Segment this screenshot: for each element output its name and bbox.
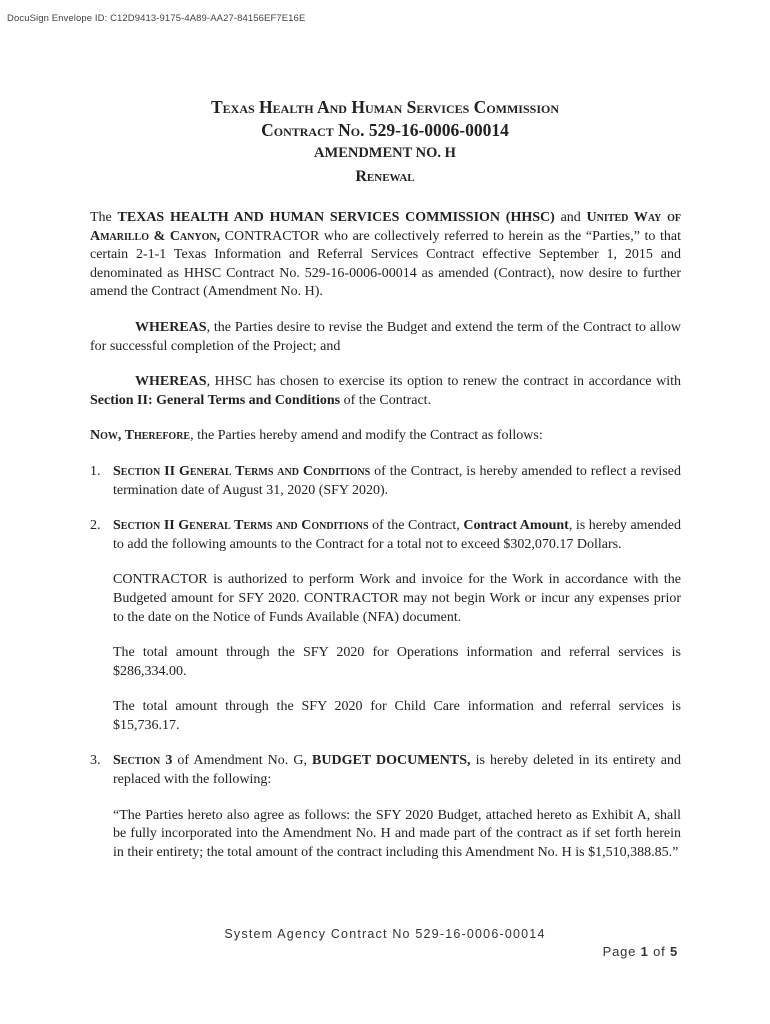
title-block — [0, 96, 770, 188]
whereas-1 — [90, 319, 681, 356]
list-item-3-body-1: of Amendment No. G, — [172, 753, 313, 769]
list-item-2-section: Section II General Terms and Conditions — [113, 518, 369, 534]
footer-contract-number: System Agency Contract No 529-16-0006-00014 — [224, 927, 546, 941]
list-item-1-section: Section II General Terms and Conditions — [113, 463, 371, 479]
list-item-2-sub-3: The total amount through the SFY 2020 for Child Care information and referral services is $15,736.17. — [113, 699, 681, 733]
page-total: 5 — [669, 944, 678, 959]
title-contract-no — [0, 119, 770, 142]
list-item-2-sub-2: The total amount through the SFY 2020 for Operations information and referral services is $286,334.00. — [113, 645, 681, 679]
now-therefore — [90, 427, 681, 446]
list-item-3-quote: “The Parties hereto also agree as follows: the SFY 2020 Budget, attached hereto as Exhibit A, shall be fully incorporated into the Amendment No. H and made part of the contract as if set forth herein in their entirety; the total amount of the contract including this Amendment No. H is $1,510,388.85.” — [113, 807, 681, 860]
intro-paragraph — [90, 209, 681, 302]
title-amendment: AMENDMENT NO. H — [314, 145, 456, 161]
list-item-2-sub-1: CONTRACTOR is authorized to perform Work and invoice for the Work in accordance with the Budgeted amount for SFY 2020. CONTRACTOR may not begin Work or incur any expenses prior to the date on the Notice of Funds Available (NFA) document. — [113, 572, 681, 625]
page-number: 1 — [640, 944, 649, 959]
list-item-1-number: 1. — [90, 463, 101, 479]
intro-contractor: United Way of Amarillo & Canyon, — [90, 210, 682, 244]
document-body — [90, 209, 681, 862]
now-therefore-text: , the Parties hereby amend and modify the Contract as follows: — [190, 428, 543, 444]
list-item-1 — [90, 463, 681, 500]
whereas-1-lead: WHEREAS — [135, 319, 207, 335]
list-item-3-body-2: is hereby deleted in its entirety and replaced with the following: — [113, 753, 681, 788]
list-item-2-body-2: , is hereby amended to add the following amounts to the Contract for a total not to exceed $302,070.17 Dollars. — [113, 518, 681, 552]
intro-text-1: The — [90, 210, 118, 225]
intro-text-3: CONTRACTOR who are collectively referred to herein as the “Parties,” to that certain 2-1-1 Texas Information and Referral Services Contract effective September 1, 2015 and denominated as HHSC Contract No. 529-16-0006-00014 as amended (Contract), now desire to further amend the Contract (Amendment No. H). — [90, 228, 681, 300]
page-indicator — [603, 944, 678, 959]
list-item-2-text — [113, 517, 681, 554]
list-item-3-budget-documents: BUDGET DOCUMENTS, — [312, 753, 471, 769]
title-renewal: Renewal — [355, 168, 415, 185]
list-item-3-number: 3. — [90, 753, 101, 769]
whereas-2-text-1: , HHSC has chosen to exercise its option to renew the contract in accordance with — [206, 374, 681, 390]
whereas-2-section: Section II: General Terms and Conditions — [90, 392, 341, 408]
envelope-id: DocuSign Envelope ID: C12D9413-9175-4A89-AA27-84156EF7E16E — [7, 13, 306, 24]
list-item-3-text — [113, 752, 681, 789]
title-commission: Texas Health And Human Services Commission — [211, 97, 559, 117]
list-item-1-text — [113, 463, 681, 500]
list-item-1-body: of the Contract, is hereby amended to reflect a revised termination date of August 31, 2020 (SFY 2020). — [113, 463, 681, 498]
whereas-2-text-2: of the Contract. — [340, 392, 432, 408]
of-word: of — [653, 944, 666, 959]
list-item-2-contract-amount: Contract Amount — [463, 518, 569, 534]
list-item-2-body-1: of the Contract, — [368, 518, 464, 534]
now-therefore-lead: Now, Therefore — [90, 428, 191, 444]
list-item-3-section: Section 3 — [113, 753, 173, 769]
list-item-2 — [90, 517, 681, 735]
intro-text-2: and — [554, 210, 587, 225]
whereas-2-lead: WHEREAS — [135, 374, 207, 390]
list-item-3 — [90, 752, 681, 862]
page-word: Page — [602, 944, 637, 959]
title-contract-prefix: Contract No. — [261, 120, 365, 140]
intro-agency: TEXAS HEALTH AND HUMAN SERVICES COMMISSION (HHSC) — [117, 210, 555, 225]
whereas-2 — [90, 373, 681, 410]
title-contract-number: 529-16-0006-00014 — [368, 120, 509, 140]
whereas-1-text: , the Parties desire to revise the Budget and extend the term of the Contract to allow for successful completion of the Project; and — [90, 319, 681, 354]
list-item-2-number: 2. — [90, 518, 101, 534]
